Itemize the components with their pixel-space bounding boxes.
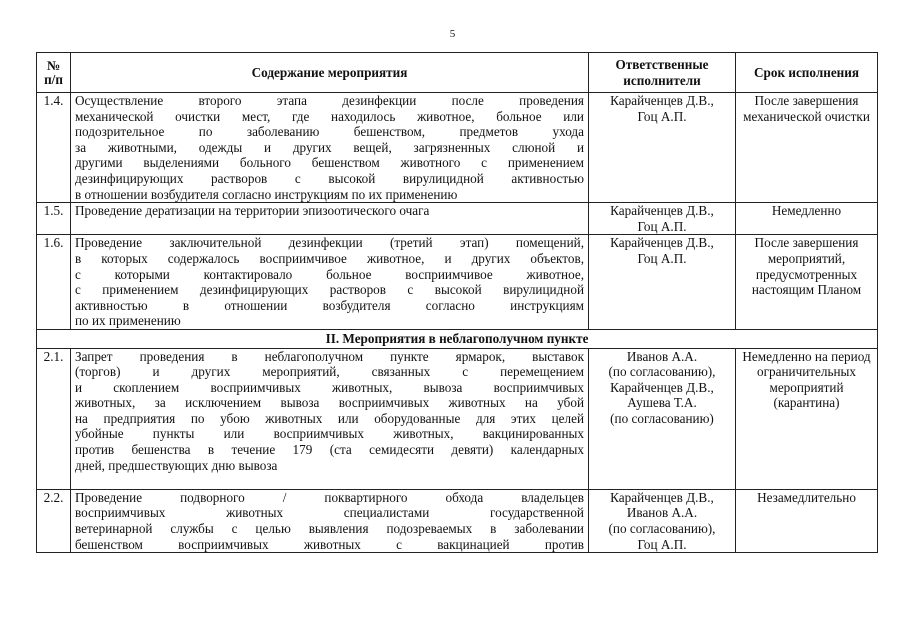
- desc-line: убойные пункты или восприимчивых животных, вакцинированных: [75, 426, 584, 442]
- desc-line: подозрительное по заболеванию бешенством, предметов ухода: [75, 124, 584, 140]
- desc-line: по их применению: [75, 313, 181, 329]
- desc-line: Осуществление второго этапа дезинфекции после проведения: [75, 93, 584, 108]
- row-deadline: [736, 93, 878, 203]
- desc-line: против бешенства в течение 179 (ста семидесяти девяти) календарных: [75, 442, 584, 458]
- responsible-line: Гоц А.П.: [637, 108, 687, 124]
- row-responsible: [589, 93, 736, 203]
- header-deadline: Срок исполнения: [736, 53, 878, 93]
- row-deadline: [736, 203, 878, 235]
- responsible-line: Карайченцев Д.В.,: [610, 235, 714, 251]
- responsible-line: Аушева Т.А.: [627, 395, 697, 411]
- deadline-line: Незамедлительно: [757, 489, 856, 505]
- deadline-line: мероприятий: [769, 379, 844, 395]
- responsible-line: Гоц А.П.: [637, 536, 687, 552]
- table-row: [37, 203, 878, 235]
- measures-table: [36, 52, 878, 553]
- row-description: [71, 235, 589, 330]
- responsible-line: Иванов А.А.: [626, 348, 698, 364]
- row-number: 1.5.: [37, 203, 71, 235]
- section-title: II. Мероприятия в неблагополучном пункте: [37, 329, 878, 348]
- deadline-line: Немедленно на период: [742, 348, 871, 364]
- desc-line: дезинфицирующих растворов с высокой вирулицидной активностью: [75, 170, 584, 186]
- header-responsible: Ответственные исполнители: [589, 53, 736, 93]
- desc-line: другими выделениями больного бешенством животного с применением: [75, 155, 584, 171]
- row-deadline: [736, 489, 878, 552]
- desc-spacer: [75, 473, 584, 489]
- deadline-line: (карантина): [773, 395, 840, 411]
- row-description: [71, 489, 589, 552]
- responsible-line: (по согласованию),: [608, 364, 716, 380]
- responsible-line: Карайченцев Д.В.,: [610, 93, 714, 108]
- row-responsible: [589, 203, 736, 235]
- responsible-line: (по согласованию),: [608, 521, 716, 537]
- table-row: [37, 348, 878, 489]
- table-row: [37, 235, 878, 330]
- row-responsible: [589, 235, 736, 330]
- row-number: 1.4.: [37, 93, 71, 203]
- responsible-line: Карайченцев Д.В.,: [610, 203, 714, 219]
- desc-line: дней, предшествующих дню вывоза: [75, 457, 278, 473]
- row-responsible: [589, 489, 736, 552]
- row-number: 2.1.: [37, 348, 71, 489]
- deadline-line: ограничительных: [757, 364, 856, 380]
- desc-line: и скоплением восприимчивых животных, вывоза восприимчивых: [75, 379, 584, 395]
- desc-line: на предприятия по убою животных или оборудованные для этих целей: [75, 410, 584, 426]
- responsible-line: Гоц А.П.: [637, 250, 687, 266]
- desc-line: (торгов) и других мероприятий, связанных с перемещением: [75, 364, 584, 380]
- header-num: № п/п: [37, 53, 71, 93]
- table-row: [37, 489, 878, 552]
- row-description: [71, 93, 589, 203]
- deadline-line: мероприятий,: [767, 250, 846, 266]
- row-deadline: [736, 348, 878, 489]
- desc-line: в отношении возбудителя согласно инструкциям по их применению: [75, 186, 458, 202]
- desc-line: с применением дезинфицирующих растворов с высокой вирулицидной: [75, 282, 584, 298]
- desc-line: в которых содержалось восприимчивое животное, и других объектов,: [75, 250, 584, 266]
- header-content: Содержание мероприятия: [71, 53, 589, 93]
- row-description: [71, 203, 589, 235]
- responsible-line: Карайченцев Д.В.,: [610, 379, 714, 395]
- deadline-line: предусмотренных: [755, 266, 858, 282]
- desc-line: Проведение дератизации на территории эпизоотического очага: [75, 203, 430, 219]
- desc-line: животных, за исключением вывоза восприимчивых животных на убой: [75, 395, 584, 411]
- responsible-line: (по согласованию): [610, 410, 714, 426]
- desc-line: восприимчивых животных специалистами государственной: [75, 505, 584, 521]
- desc-line: с которыми контактировало больное восприимчивое животное,: [75, 266, 584, 282]
- row-number: 1.6.: [37, 235, 71, 330]
- responsible-line: Иванов А.А.: [626, 505, 698, 521]
- responsible-line: Гоц А.П.: [637, 218, 687, 234]
- desc-line: механической очистки мест, где находилось животное, больное или: [75, 108, 584, 124]
- row-responsible: [589, 348, 736, 489]
- row-deadline: [736, 235, 878, 330]
- deadline-line: механической очистки: [743, 108, 870, 124]
- desc-line: ветеринарной службы с целью выявления подозреваемых в заболевании: [75, 521, 584, 537]
- desc-line: Запрет проведения в неблагополучном пункте ярмарок, выставок: [75, 348, 584, 364]
- row-number: 2.2.: [37, 489, 71, 552]
- desc-line: активностью в отношении возбудителя согласно инструкциям: [75, 297, 584, 313]
- responsible-line: Карайченцев Д.В.,: [610, 489, 714, 505]
- deadline-line: После завершения: [754, 93, 859, 108]
- table-header-row: [37, 53, 878, 93]
- desc-line: Проведение заключительной дезинфекции (третий этап) помещений,: [75, 235, 584, 251]
- section-heading-row: [37, 329, 878, 348]
- desc-line: Проведение подворного / поквартирного обхода владельцев: [75, 489, 584, 505]
- deadline-line: настоящим Планом: [751, 282, 862, 298]
- deadline-line: Немедленно: [771, 203, 842, 219]
- desc-line: бешенством восприимчивых животных с вакцинацией против: [75, 536, 584, 552]
- table-row: [37, 93, 878, 203]
- deadline-line: После завершения: [754, 235, 859, 251]
- desc-line: за животными, одежды и других вещей, загрязненных слюной и: [75, 139, 584, 155]
- row-description: [71, 348, 589, 489]
- page-number: 5: [449, 28, 456, 40]
